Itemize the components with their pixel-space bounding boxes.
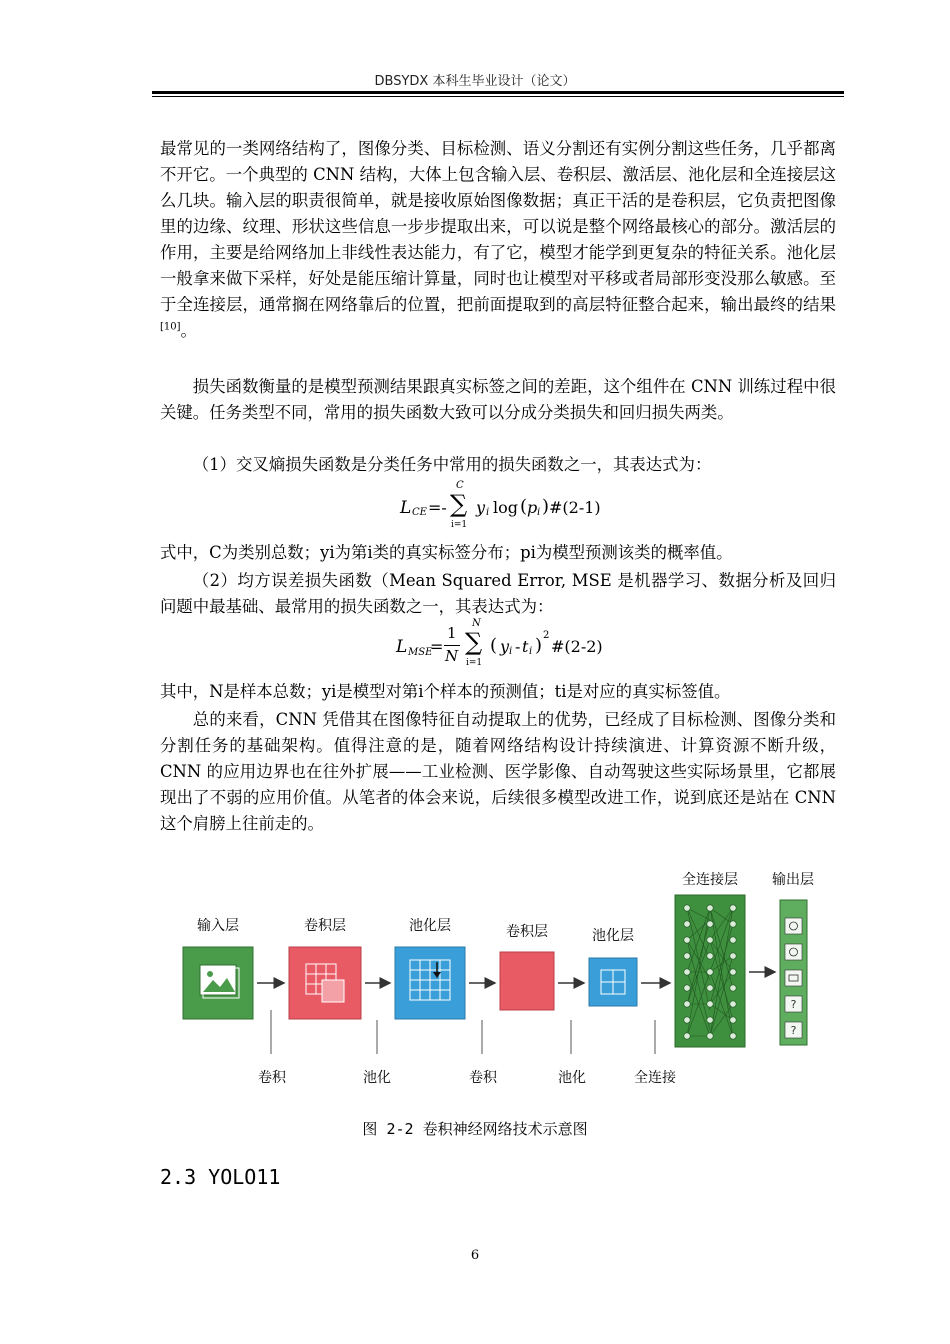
formula-paren-open: ( (520, 496, 528, 517)
formula-frac-den: N (445, 647, 459, 665)
paragraph-loss-intro (160, 374, 836, 426)
label-fc-layer: 全连接层 (682, 872, 738, 888)
citation: [10] (160, 321, 181, 333)
formula-p-sub: i (537, 507, 541, 518)
figure-caption: 图 2-2 卷积神经网络技术示意图 (362, 1120, 588, 1138)
paragraph-mse-intro (160, 568, 836, 620)
formula-paren-open: ( (490, 635, 498, 656)
formula-t-sub: i (529, 646, 533, 657)
paragraph-text: 式中，C为类别总数；yi为第i类的真实标签分布；pi为模型预测该类的概率值。 (160, 543, 733, 562)
fc-layer-block (675, 895, 745, 1047)
formula-sum-top: N (472, 618, 481, 629)
label-op-conv-2: 卷积 (469, 1070, 497, 1086)
label-pool-layer-2: 池化层 (592, 928, 634, 944)
formula-y-sub: i (486, 507, 490, 518)
input-layer-block (183, 947, 253, 1019)
cnn-diagram (0, 860, 950, 1100)
paragraph-ce-intro (160, 452, 836, 478)
formula-t: t (522, 637, 529, 656)
formula-y: y (500, 637, 510, 656)
paragraph-text: 损失函数衡量的是模型预测结果跟真实标签之间的差距，这个组件在 CNN 训练过程中很关键。任务类型不同，常用的损失函数大致可以分成分类损失和回归损失两类。 (160, 377, 836, 422)
paragraph-ce-explain (160, 540, 836, 566)
section-heading: 2.3 YOLO11 (160, 1165, 281, 1189)
label-op-conv-1: 卷积 (258, 1070, 286, 1086)
pool-layer-1-block (395, 947, 465, 1019)
conv-layer-1-block (289, 947, 361, 1019)
formula-sum-top: C (456, 480, 464, 491)
paragraph-text: 最常见的一类网络结构了，图像分类、目标检测、语义分割还有实例分割这些任务，几乎都离不开它。一个典型的 CNN 结构，大体上包含输入层、卷积层、激活层、池化层和全连接层这么几块。输入层的职责很简单，就是接收原始图像数据；真正干活的是卷积层，它负责把图像里的边缘、纹理、形状这些信息一步步提取出来，可以说是整个网络最核心的部分。激活层的作用，主要是给网络加上非线性表达能力，有了它，模型才能学到更复杂的特征关系。池化层一般拿来做下采样，好处是能压缩计算量，同时也让模型对平移或者局部形变没那么敏感。至于全连接层，通常搁在网络靠后的位置，把前面提取到的高层特征整合起来，输出最终的结果 (160, 139, 836, 314)
formula-sum-bottom: i=1 (466, 658, 483, 668)
formula-lhs: L (396, 637, 408, 657)
fraction-bar (444, 645, 460, 646)
paragraph-cnn-structure (160, 136, 836, 344)
formula-log: log (493, 498, 518, 517)
label-op-pool-2: 池化 (558, 1070, 586, 1086)
formula-lhs-sub: CE (412, 507, 427, 518)
page-number: 6 (470, 1248, 480, 1263)
formula-y-sub: i (509, 646, 513, 657)
formula-eq: =- (428, 498, 447, 517)
question-icon: ? (790, 1024, 797, 1037)
formula-frac-num: 1 (447, 624, 457, 642)
formula-paren-close: ) (535, 635, 543, 656)
formula-eq: = (430, 637, 444, 656)
formula-tag: #(2-2) (551, 637, 603, 656)
paragraph-text: （2）均方误差损失函数（Mean Squared Error, MSE 是机器学习、数据分析及回归问题中最基础、最常用的损失函数之一，其表达式为： (160, 571, 836, 616)
formula-lhs: L (400, 498, 412, 518)
paragraph-summary (160, 707, 836, 837)
label-pool-layer-1: 池化层 (409, 918, 451, 934)
pool-layer-2-block (589, 958, 637, 1006)
label-output-layer: 输出层 (772, 872, 814, 888)
formula-minus: - (515, 637, 521, 656)
formula-lhs-sub: MSE (408, 647, 433, 658)
paragraph-text: （1）交叉熵损失函数是分类任务中常用的损失函数之一，其表达式为： (192, 455, 712, 474)
label-op-pool-1: 池化 (363, 1070, 391, 1086)
formula-pow: 2 (543, 630, 550, 641)
sigma-icon: ∑ (465, 628, 483, 656)
formula-paren-close: ) (542, 496, 550, 517)
formula-y: y (476, 498, 486, 517)
paragraph-text: 其中，N是样本总数；yi是模型对第i个样本的预测值；ti是对应的真实标签值。 (160, 682, 731, 701)
output-layer-block (780, 900, 807, 1045)
paragraph-end: 。 (180, 321, 197, 340)
conv-layer-2-block (500, 952, 554, 1010)
page-header: DBSYDX 本科生毕业设计（论文） (374, 74, 576, 89)
label-input-layer: 输入层 (197, 918, 239, 934)
header-rule-thick (152, 91, 844, 94)
header-rule-thin (152, 96, 844, 97)
formula-sum-bottom: i=1 (451, 520, 468, 530)
label-conv-layer-2: 卷积层 (506, 924, 548, 940)
label-op-fc: 全连接 (634, 1070, 676, 1086)
sigma-icon: ∑ (450, 490, 468, 518)
formula-tag: #(2-1) (549, 498, 601, 517)
label-conv-layer-1: 卷积层 (304, 918, 346, 934)
question-icon: ? (790, 998, 797, 1011)
formula-p: p (527, 498, 538, 517)
paragraph-mse-explain (160, 679, 836, 705)
paragraph-text: 总的来看，CNN 凭借其在图像特征自动提取上的优势，已经成了目标检测、图像分类和分割任务的基础架构。值得注意的是，随着网络结构设计持续演进、计算资源不断升级，CNN 的应用边界也在往外扩展——工业检测、医学影像、自动驾驶这些实际场景里，它都展现出了不弱的应用价值。从笔者的体会来说，后续很多模型改进工作，说到底还是站在 CNN 这个肩膀上往前走的。 (160, 710, 836, 833)
